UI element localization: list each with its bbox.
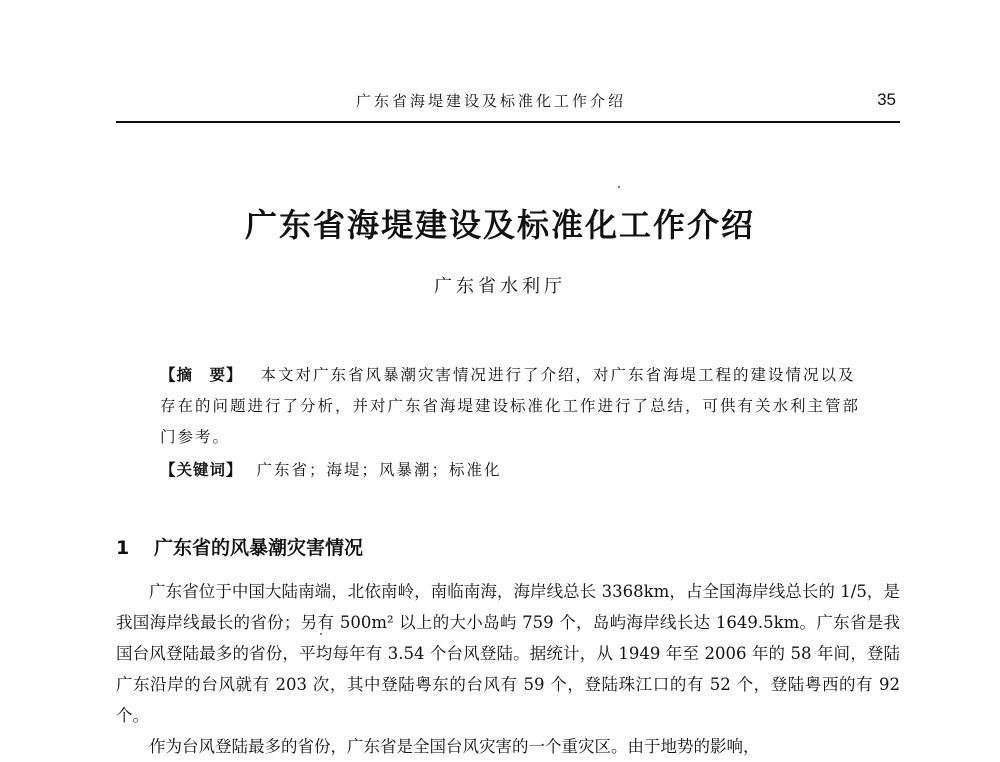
author: 广东省水利厅: [434, 276, 566, 297]
abstract-label: 【摘 要】: [160, 366, 243, 384]
section-heading: [116, 533, 363, 560]
section-number: 1: [116, 537, 130, 559]
keywords-label: 【关键词】: [160, 461, 243, 479]
header-rule: [116, 121, 900, 123]
body-paragraph: 广东省位于中国大陆南端，北依南岭，南临南海，海岸线总长 3368km，占全国海岸线总长的 1/5，是我国海岸线最长的省份；另有 500m² 以上的大小岛屿 759 个，岛屿海岸线长达 1649.5km。广东省是我国台风登陆最多的省份，平均每年有 3.54 个台风登陆。据统计，从 1949 年至 2006 年的 58 年间，登陆广东沿岸的台风就有 203 次，其中登陆粤东的台风有 59 个，登陆珠江口的有 52 个，登陆粤西的有 92 个。: [116, 582, 900, 725]
keywords: [160, 455, 860, 486]
paper-title: 广东省海堤建设及标准化工作介绍: [244, 206, 755, 244]
keywords-text: 广东省；海堤；风暴潮；标准化: [256, 461, 502, 479]
page-number: 35: [877, 90, 896, 109]
section-body: [116, 576, 900, 762]
section-title: 广东省的风暴潮灾害情况: [154, 537, 364, 559]
running-header: [116, 90, 900, 120]
scan-speck: [618, 186, 620, 188]
running-title: 广东省海堤建设及标准化工作介绍: [356, 92, 627, 110]
body-paragraph: 作为台风登陆最多的省份，广东省是全国台风灾害的一个重灾区。由于地势的影响，: [149, 737, 760, 756]
abstract-text: 本文对广东省风暴潮灾害情况进行了介绍，对广东省海堤工程的建设情况以及存在的问题进行了分析，并对广东省海堤建设标准化工作进行了总结，可供有关水利主管部门参考。: [160, 366, 861, 446]
abstract: [160, 360, 860, 453]
